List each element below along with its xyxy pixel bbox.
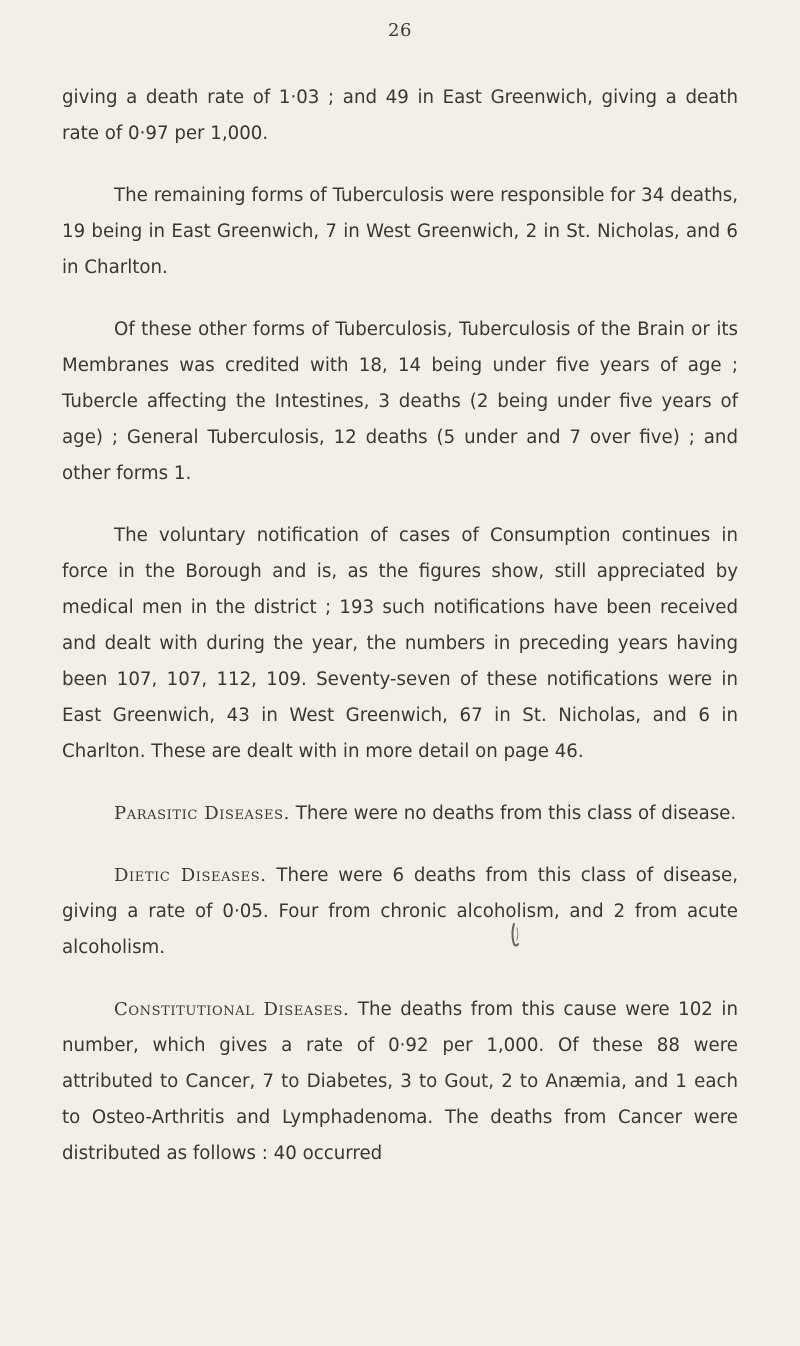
- paragraph-parasitic-diseases: [62, 796, 738, 832]
- paragraph-consumption-notification: [62, 518, 738, 770]
- section-heading-dietic: Dietic Diseases.: [114, 865, 267, 886]
- paragraph-tuberculosis-forms: [62, 312, 738, 492]
- section-heading-constitutional: Constitutional Diseases.: [114, 999, 350, 1020]
- section-heading-parasitic: Parasitic Diseases.: [114, 803, 290, 824]
- paragraph-continuation: [62, 80, 738, 152]
- paragraph-other-tuberculosis: [62, 178, 738, 286]
- paragraph-text: There were 6 deaths from this class of disease, giving a rate of 0·05. Four from chronic alcoholism, and 2 from acute alcoholism.: [62, 865, 738, 958]
- paragraph-text: The voluntary notification of cases of Consumption continues in force in the Borough and is, as the figures show, still appreciated by medical men in the district ; 193 such notifications have been received and dealt with during the year, the numbers in preceding years having been 107, 107, 112, 109. Seventy-seven of these notifications were in East Greenwich, 43 in West Greenwich, 67 in St. Nicholas, and 6 in Charlton. These are dealt with in more detail on page 46.: [62, 525, 738, 762]
- paragraph-text: Of these other forms of Tuberculosis, Tuberculosis of the Brain or its Membranes was credited with 18, 14 being under five years of age ; Tubercle affecting the Intestines, 3 deaths (2 being under five years of age) ; General Tuberculosis, 12 deaths (5 under and 7 over five) ; and other forms 1.: [62, 319, 738, 484]
- paragraph-text: giving a death rate of 1·03 ; and 49 in East Greenwich, giving a death rate of 0·97 per 1,000.: [62, 87, 738, 144]
- paragraph-constitutional-diseases: [62, 992, 738, 1172]
- paragraph-text: The deaths from this cause were 102 in number, which gives a rate of 0·92 per 1,000. Of these 88 were attributed to Cancer, 7 to Diabetes, 3 to Gout, 2 to Anæmia, and 1 each to Osteo-Arthritis and Lymphadenoma. The deaths from Cancer were distributed as follows : 40 occurred: [62, 999, 738, 1164]
- paragraph-dietic-diseases: [62, 858, 738, 966]
- body-text: [62, 80, 738, 1198]
- paragraph-text: There were no deaths from this class of disease.: [295, 803, 737, 824]
- paragraph-text: The remaining forms of Tuberculosis were responsible for 34 deaths, 19 being in East Greenwich, 7 in West Greenwich, 2 in St. Nicholas, and 6 in Charlton.: [62, 185, 738, 278]
- page-number: 26: [388, 20, 412, 41]
- paper-speck-mark: [508, 920, 522, 948]
